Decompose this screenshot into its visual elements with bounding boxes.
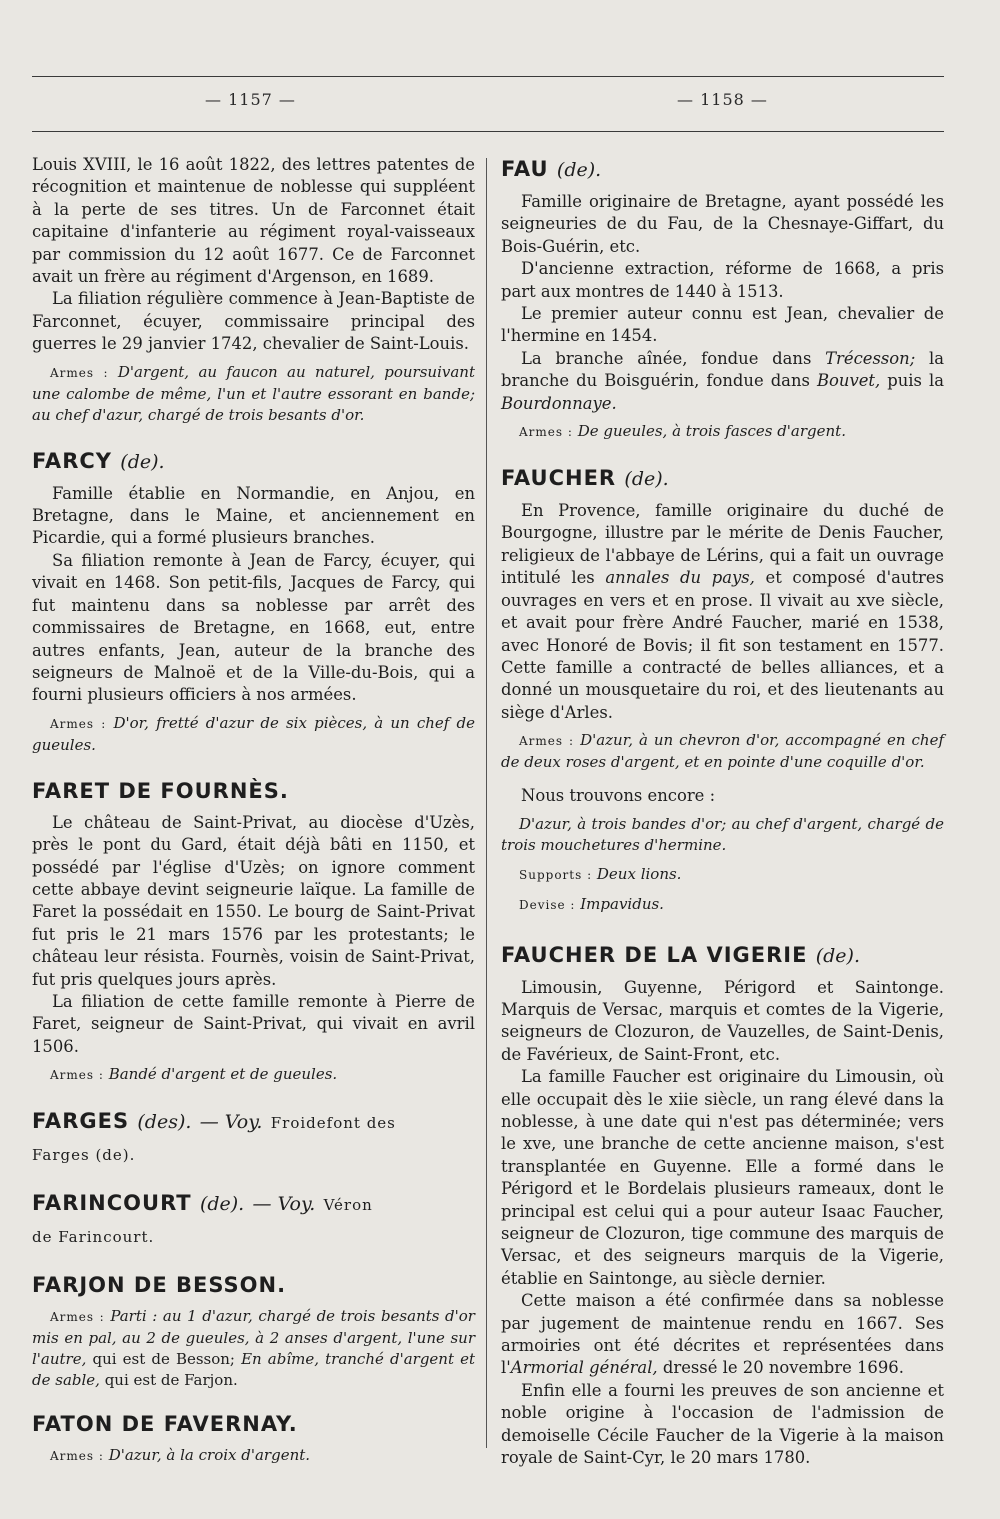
text-run: La branche aînée, fondue dans — [521, 348, 826, 368]
farconnet-paragraph-1: Louis XVIII, le 16 août 1822, des lettres patentes de récognition et maintenue de noblesse qui suppléent à la perte de ses titres. Un de Farconnet était capitaine d'infanterie au régiment royal-vaisseaux par commission du 12 août 1677. Ce de Farconnet avait un frère au régiment d'Argenson, en 1689. — [32, 155, 475, 287]
text-run: et composé d'autres ouvrages en vers et en prose. Il vivait au xve siècle, et avait pour frère André Faucher, marié en 1538, avec Honoré de Bovis; il fit son testament en 1577. Cette famille a contracté de belles alliances, et a donné un mousquetaire du roi, et des lieutenants au siège d'Arles. — [501, 568, 944, 722]
arms-blazon: D'azur, à la croix d'argent. — [108, 1446, 311, 1465]
family-name: Trécesson; — [825, 348, 916, 368]
left-page-number: — 1157 — — [205, 90, 296, 109]
vigerie-paragraph-3 — [501, 1290, 944, 1380]
faucher-paragraph-1 — [501, 500, 944, 724]
fau-paragraph-1: Famille originaire de Bretagne, ayant possédé les seigneuries de du Fau, de la Chesnaye-Giffart, du Bois-Guérin, etc. — [501, 192, 944, 256]
entry-particle: (de). — [624, 468, 669, 491]
vigerie-paragraph-2: La famille Faucher est originaire du Limousin, où elle occupait dès le xiie siècle, un rang élevé dans la noblesse, à une date qui n'est pas déterminée; vers le xve, une branche de cette ancienne maison, s'est transplantée en Guyenne. Elle a formé dans le Périgord et le Bordelais plusieurs rameaux, dont le principal est celui qui a pour auteur Isaac Faucher, seigneur de Clozuron, tige commune des marquis de Versac, et des seigneurs marquis de la Vigerie, établie en Saintonge, au siècle dernier. — [501, 1067, 944, 1288]
family-name: Bouvet, — [816, 371, 881, 391]
column-divider — [486, 158, 487, 1448]
entry-heading-vigerie — [501, 940, 944, 971]
entry-heading-farcy — [32, 446, 475, 477]
fau-paragraph-3: Le premier auteur connu est Jean, chevalier de l'hermine en 1454. — [501, 304, 944, 346]
arms-blazon: D'or, fretté d'azur de six pièces, à un chef de gueules. — [32, 713, 475, 754]
arms-blazon-part: Parti : au 1 d'azur, chargé de trois besants d'or mis en pal, au 2 de gueules, à 2 anses d'argent, l'une sur l'autre, — [32, 1307, 475, 1369]
book-title: annales du pays, — [605, 568, 755, 588]
devise-value: Impavidus. — [580, 894, 664, 913]
reference-name-cont: Farges (de). — [32, 1146, 136, 1165]
arms-blazon: D'argent, au faucon au naturel, poursuivant une calombe de même, l'un et l'autre essorant en bande; au chef d'azur, chargé de trois besants d'or. — [32, 362, 475, 424]
entry-particle: (de). — [199, 1193, 245, 1216]
text-run: Cette maison a été confirmée dans sa noblesse par jugement de maintenue rendu en 1667. Ses armoiries ont été décrites et représentées dans l' — [501, 1291, 944, 1378]
header-rule — [32, 131, 944, 132]
supports-label: Supports : — [519, 867, 593, 882]
vigerie-paragraph-1: Limousin, Guyenne, Périgord et Saintonge. Marquis de Versac, marquis et comtes de la Vigerie, seigneurs de Clozuron, de Vauzelles, de Saint-Denis, de Favérieux, de Saint-Front, etc. — [501, 977, 944, 1064]
right-column — [501, 154, 944, 1469]
entry-heading-farges — [32, 1106, 475, 1170]
farconnet-arms — [32, 362, 475, 426]
arms-label: Armes : — [50, 1449, 104, 1464]
arms-blazon-part: En abîme, tranché d'argent et de sable, — [32, 1350, 475, 1390]
faret-arms — [32, 1064, 475, 1086]
reference-name: Froidefont des — [270, 1114, 396, 1133]
faucher-supports — [501, 864, 944, 886]
arms-blazon: De gueules, à trois fasces d'argent. — [577, 422, 846, 441]
text-run: puis la — [880, 371, 944, 391]
see-reference: — Voy. — [199, 1111, 263, 1134]
fau-arms — [501, 421, 944, 443]
text-run: En Provence, famille originaire du duché de Bourgogne, illustre par le mérite de Denis Faucher, religieux de l'abbaye de Lérins, qui a fait un ouvrage intitulé les — [501, 501, 944, 588]
entry-name: FAU — [501, 157, 549, 181]
farcy-arms — [32, 713, 475, 756]
arms-blazon: D'azur, à trois bandes d'or; au chef d'argent, chargé de trois mouchetures d'hermine. — [501, 814, 944, 854]
top-rule — [32, 76, 944, 77]
faucher-alt-arms — [501, 814, 944, 856]
arms-label: Armes : — [519, 425, 573, 440]
entry-heading-faton: FATON DE FAVERNAY. — [32, 1412, 298, 1437]
farconnet-paragraph-2: La filiation régulière commence à Jean-Baptiste de Farconnet, écuyer, commissaire principal des guerres le 29 janvier 1742, chevalier de Saint-Louis. — [32, 289, 475, 354]
arms-label: Armes : — [50, 1068, 104, 1083]
entry-heading-farincourt — [32, 1188, 475, 1252]
entry-heading-farjon: FARJON DE BESSON. — [32, 1273, 287, 1298]
entry-name: FARGES — [32, 1109, 130, 1134]
entry-name: FARCY — [32, 448, 112, 473]
entry-name: FAUCHER DE LA VIGERIE — [501, 942, 808, 967]
entry-particle: (des). — [137, 1111, 192, 1134]
left-column — [32, 154, 475, 1467]
vigerie-paragraph-4: Enfin elle a fourni les preuves de son ancienne et noble origine à l'occasion de l'admission de demoiselle Cécile Faucher de la Vigerie à la maison royale de Saint-Cyr, le 20 mars 1780. — [501, 1380, 944, 1468]
arms-blazon: Bandé d'argent et de gueules. — [108, 1065, 338, 1084]
farcy-paragraph-2: Sa filiation remonte à Jean de Farcy, écuyer, qui vivait en 1468. Son petit-fils, Jacques de Farcy, qui fut maintenu dans sa noblesse par arrêt des commissaires de Bretagne, en 1668, eut, entre autres enfants, Jean, auteur de la branche des seigneurs de Malnoë et de la Ville-du-Bois, qui a fourni plusieurs officiers à nos armées. — [32, 550, 475, 705]
farjon-arms — [32, 1306, 475, 1391]
arms-label: Armes : — [50, 1310, 105, 1325]
entry-heading-faucher — [501, 463, 944, 494]
right-page-number: — 1158 — — [677, 90, 768, 109]
faucher-devise — [501, 894, 944, 916]
reference-name-cont: de Farincourt. — [32, 1228, 155, 1247]
reference-name: Véron — [323, 1196, 373, 1215]
entry-particle: (de). — [556, 159, 602, 181]
arms-note: qui est de Farjon. — [99, 1371, 238, 1390]
entry-particle: (de). — [815, 944, 861, 967]
text-run: la branche du Boisguérin, fondue dans — [501, 348, 944, 391]
farcy-paragraph-1: Famille établie en Normandie, en Anjou, en Bretagne, dans le Maine, et anciennement en Picardie, qui a formé plusieurs branches. — [32, 483, 475, 548]
arms-label: Armes : — [519, 734, 575, 749]
entry-name: FAUCHER — [501, 466, 617, 491]
faucher-arms — [501, 730, 944, 773]
entry-name: FARINCOURT — [32, 1191, 192, 1216]
arms-label: Armes : — [50, 365, 109, 380]
family-name: Bourdonnaye. — [501, 393, 617, 413]
arms-note: qui est de Besson; — [86, 1350, 242, 1369]
see-reference: — Voy. — [252, 1193, 316, 1216]
entry-heading-faret: FARET DE FOURNÈS. — [32, 778, 289, 803]
arms-label: Armes : — [50, 716, 107, 731]
entry-particle: (de). — [120, 450, 165, 473]
devise-label: Devise : — [519, 897, 576, 912]
supports-value: Deux lions. — [596, 864, 682, 883]
arms-blazon: D'azur, à un chevron d'or, accompagné en chef de deux roses d'argent, et en pointe d'une coquille d'or. — [501, 731, 944, 772]
entry-heading-fau — [501, 154, 944, 185]
faucher-encore: Nous trouvons encore : — [521, 786, 716, 806]
faret-paragraph-2: La filiation de cette famille remonte à Pierre de Faret, seigneur de Saint-Privat, qui vivait en avril 1506. — [32, 991, 475, 1056]
fau-paragraph-4 — [501, 348, 944, 415]
text-run: dressé le 20 novembre 1696. — [657, 1358, 904, 1378]
book-title: Armorial général, — [510, 1358, 658, 1378]
fau-paragraph-2: D'ancienne extraction, réforme de 1668, a pris part aux montres de 1440 à 1513. — [501, 259, 944, 301]
faret-paragraph-1: Le château de Saint-Privat, au diocèse d'Uzès, près le pont du Gard, était déjà bâti en 1150, et possédé par l'église d'Uzès; on ignore comment cette abbaye devint seigneurie laïque. La famille de Faret la possédait en 1550. Le bourg de Saint-Privat fut pris le 21 mars 1576 par les protestants; le château leur résista. Fournès, voisin de Saint-Privat, fut pris quelques jours après. — [32, 812, 475, 989]
faton-arms — [32, 1445, 475, 1467]
